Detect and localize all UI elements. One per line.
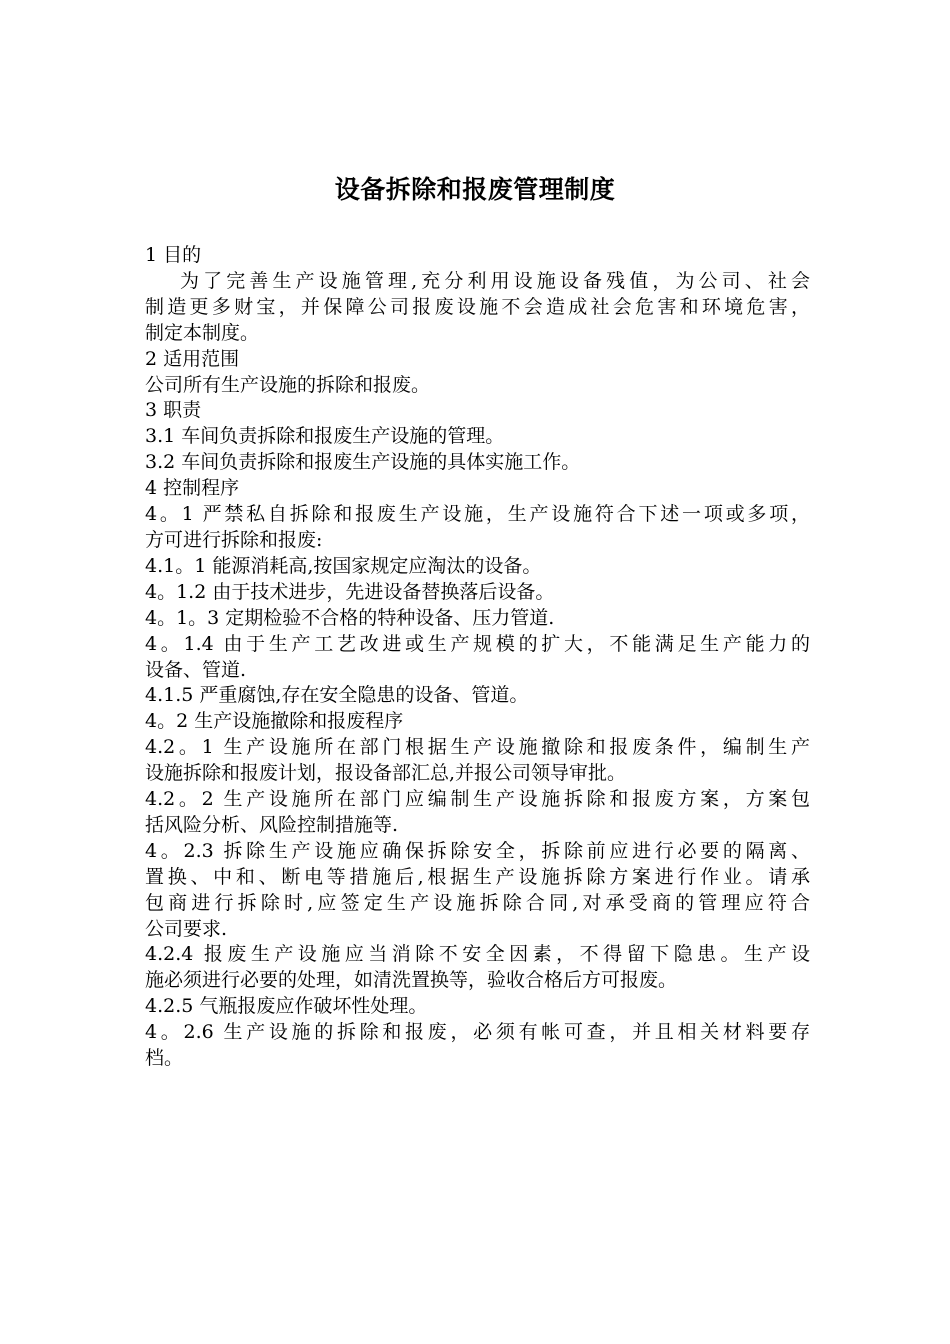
- text-line: 公司所有生产设施的拆除和报废。: [145, 373, 431, 396]
- text-line: 4.2。1 生产设施所在部门根据生产设施撤除和报废条件，编制生产: [145, 736, 810, 759]
- text-line: 制定本制度。: [145, 321, 260, 344]
- text-line: 2 适用范围: [145, 347, 240, 370]
- text-line: 制造更多财宝，并保障公司报废设施不会造成社会危害和环境危害，: [145, 295, 810, 318]
- text-line: 置换、中和、断电等措施后,根据生产设施拆除方案进行作业。请承: [145, 865, 810, 888]
- text-line: 4.2。2 生产设施所在部门应编制生产设施拆除和报废方案，方案包: [145, 788, 810, 811]
- document-title: 设备拆除和报废管理制度: [334, 175, 616, 204]
- text-line: 4。1.2 由于技术进步，先进设备替换落后设备。: [145, 580, 555, 603]
- text-line: 4.2.4 报废生产设施应当消除不安全因素，不得留下隐患。生产设: [145, 943, 810, 966]
- text-line: 4 控制程序: [145, 477, 240, 500]
- text-line: 公司要求.: [145, 917, 228, 940]
- text-line: 施必须进行必要的处理，如清洗置换等，验收合格后方可报废。: [145, 969, 678, 992]
- text-line: 3 职责: [145, 399, 202, 422]
- text-line: 括风险分析、风险控制措施等.: [145, 813, 399, 836]
- text-line: 4。2 生产设施撤除和报废程序: [145, 710, 404, 733]
- text-line: 4。1.4 由于生产工艺改进或生产规模的扩大，不能满足生产能力的: [145, 632, 810, 655]
- text-line: 设施拆除和报废计划，报设备部汇总,并报公司领导审批。: [145, 762, 627, 785]
- text-line: 4。1 严禁私自拆除和报废生产设施，生产设施符合下述一项或多项，: [145, 503, 810, 526]
- document-body: [145, 243, 810, 1072]
- text-line: 设备、管道.: [145, 658, 247, 681]
- text-line: 档。: [145, 1047, 184, 1070]
- text-line: 方可进行拆除和报废:: [145, 528, 323, 551]
- text-line: 4.2.5 气瓶报废应作破坏性处理。: [145, 995, 428, 1018]
- text-line: 3.1 车间负责拆除和报废生产设施的管理。: [145, 425, 505, 448]
- text-line: 4。2.6 生产设施的拆除和报废，必须有帐可查，并且相关材料要存: [145, 1021, 810, 1044]
- text-line: 3.2 车间负责拆除和报废生产设施的具体实施工作。: [145, 451, 581, 474]
- text-line: 4.1.5 严重腐蚀,存在安全隐患的设备、管道。: [145, 684, 529, 707]
- text-line: 1 目的: [145, 244, 202, 266]
- text-line: 为了完善生产设施管理,充分利用设施设备残值，为公司、社会: [180, 269, 810, 292]
- text-line: 4.1。1 能源消耗高,按国家规定应淘汰的设备。: [145, 554, 542, 577]
- text-line: 4。2.3 拆除生产设施应确保拆除安全，拆除前应进行必要的隔离、: [145, 839, 810, 862]
- text-line: 包商进行拆除时,应签定生产设施拆除合同,对承受商的管理应符合: [145, 891, 810, 914]
- text-line: 4。1。3 定期检验不合格的特种设备、压力管道.: [145, 606, 555, 629]
